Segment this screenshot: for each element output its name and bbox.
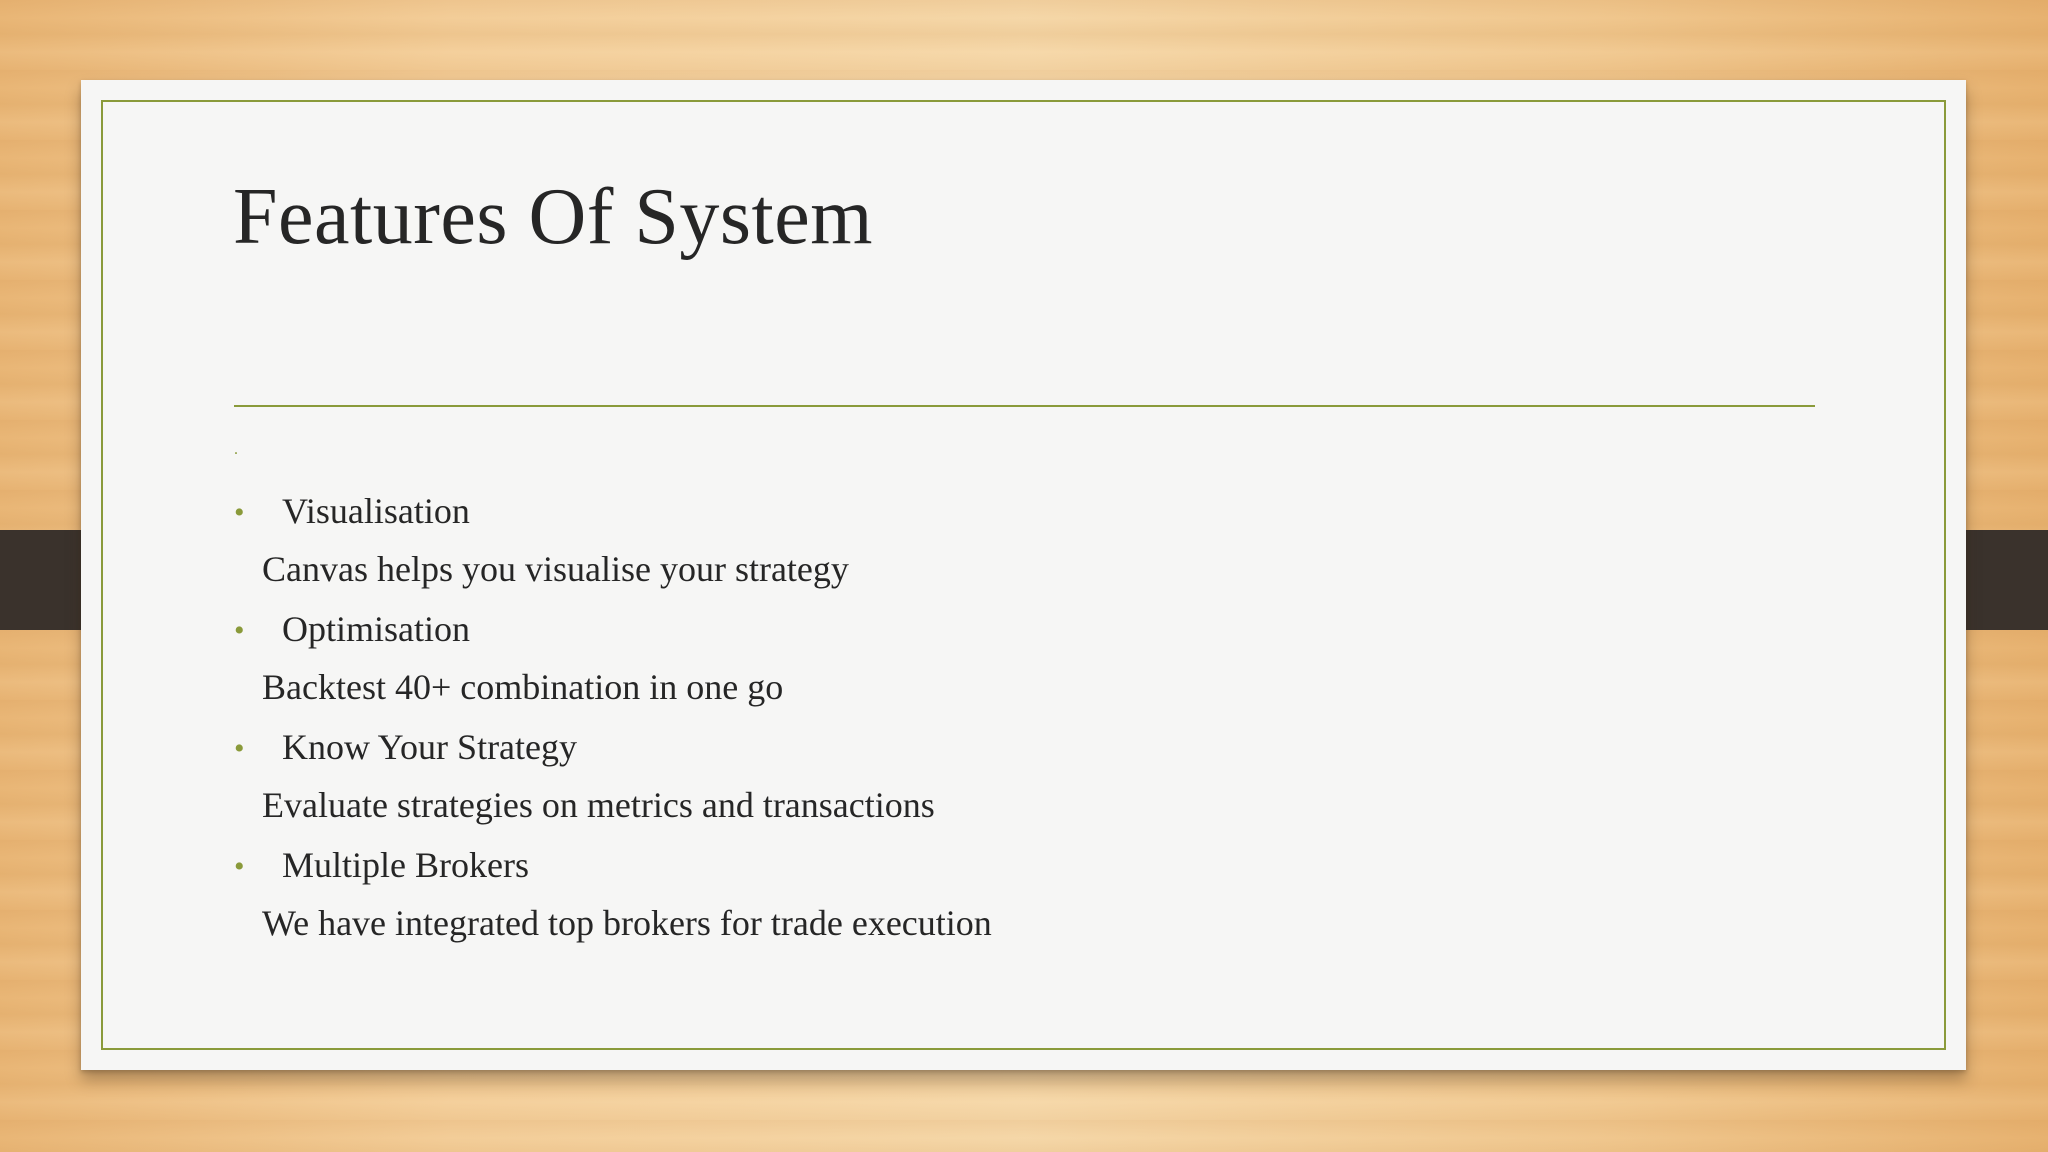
title-divider xyxy=(234,405,1815,407)
feature-heading: Know Your Strategy xyxy=(282,727,578,767)
bullet-icon: • xyxy=(234,850,245,883)
feature-heading: Optimisation xyxy=(282,609,470,649)
feature-description: We have integrated top brokers for trade execution xyxy=(262,903,992,943)
feature-heading: Visualisation xyxy=(282,491,470,531)
slide-title: Features Of System xyxy=(233,173,874,261)
stray-mark: . xyxy=(234,441,238,458)
bullet-icon: • xyxy=(234,732,245,765)
bullet-icon: • xyxy=(234,614,245,647)
bullet-icon: • xyxy=(234,496,245,529)
feature-description: Evaluate strategies on metrics and transactions xyxy=(262,785,935,825)
feature-description: Canvas helps you visualise your strategy xyxy=(262,549,849,589)
feature-description: Backtest 40+ combination in one go xyxy=(262,667,784,707)
feature-heading: Multiple Brokers xyxy=(282,845,529,885)
